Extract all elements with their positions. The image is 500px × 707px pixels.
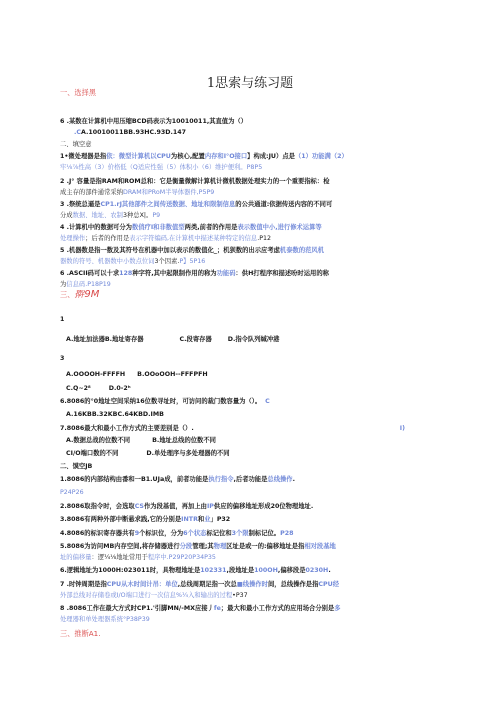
text: 2.8086取指令时，会选取 — [60, 503, 135, 510]
fill-item-6 — [60, 269, 464, 278]
answer: （1）功能满（2） — [294, 153, 348, 160]
answer: CP1.rJ其他部件之间传送数据、地址和限制信息 — [100, 201, 236, 208]
text: 4 .计算机中的数据可分为 — [60, 224, 132, 231]
text: 3.8086有两种外部中断悬求践,它的分别是 — [60, 516, 182, 523]
text: 4.8086的标识寄存器共有 — [60, 530, 135, 537]
fill-item-6-line2 — [60, 280, 464, 289]
fill-item-2 — [60, 177, 464, 186]
text: ,总线周期足指一次总 — [177, 581, 237, 588]
text: 5 .机器数是指一数及其符号在机器中加以表示的数值化_；机狈数的出示应考虑 — [60, 247, 280, 254]
text: 和 — [197, 516, 205, 523]
text: 1•微处理器是指 — [60, 153, 107, 160]
answer: CPU经 — [318, 581, 340, 588]
question-7 — [60, 424, 464, 433]
question-6: 6 .某数在计算机中用压缩BCD码表示为10010011,其直值为（） — [60, 118, 247, 125]
text: 7.8086最大和最小工作方式的主要差别是（）. — [60, 425, 194, 432]
text: 】构成:JU）点是 — [247, 153, 295, 160]
option-d: D.单处理序与多处理器的不同 — [146, 450, 230, 457]
answer: 数据、地址、农制 — [72, 212, 123, 219]
question-1-number: 1 — [60, 316, 65, 323]
text: 为 — [60, 281, 67, 288]
text: ,偏移段是 — [277, 567, 306, 574]
text: 作为段基值，再加上由 — [143, 503, 207, 510]
option-ab: A.地址加法器B.地址寄存器 — [66, 336, 144, 343]
answer: 9 — [134, 530, 140, 537]
text: 为核心,配置 — [170, 153, 205, 160]
text: 5.8086为访问MB内存空间,将存储器进行 — [60, 543, 180, 550]
answer: CPU — [156, 153, 171, 160]
option-a: A.数据总战的位数不同 — [66, 437, 131, 444]
answer: 表示字符编码,在计算机中描述某种特定的信息 — [129, 235, 258, 242]
question-6b — [60, 397, 464, 406]
question-6-options — [60, 128, 464, 137]
fill-item-2-line2 — [60, 188, 464, 197]
page-ref: 」P32 — [210, 516, 231, 523]
fill-item-4-line2 — [60, 234, 464, 243]
answer: CPU从木时间计吊：单位 — [106, 581, 178, 588]
text: ,后者功能是 — [233, 476, 268, 483]
answer: 器数的符号、机器数中小数点位词 — [60, 258, 155, 265]
answer: 外部总线对存储卷或I/O端口进行一次信息%¼入和输出的过程 — [60, 592, 233, 599]
fill2-item-3 — [60, 515, 464, 524]
answer: 6 — [183, 530, 188, 537]
text: 标记位和 — [206, 530, 232, 537]
answer: 100OH — [254, 567, 278, 574]
options-text: A.10010011BB.93HC.93D.147 — [81, 129, 187, 136]
answer: 址的偏移量 — [60, 554, 92, 561]
answer: RAM和ROM — [101, 178, 141, 185]
answer: 分段 — [179, 543, 193, 550]
answer: 处理器和单处理器系统 — [60, 616, 123, 623]
section-heading-fill: 二、填空意 — [60, 141, 92, 148]
text: 间，总线操作是指 — [268, 581, 319, 588]
fill-item-3 — [60, 200, 464, 209]
answer: 102331 — [200, 567, 227, 574]
question-7-options-cd — [66, 449, 470, 458]
text: 的公共通道:依据传送内容的不同可 — [235, 201, 333, 208]
section-heading-judge: 三、推断A1. — [60, 629, 101, 638]
answer-mark: I) — [399, 425, 405, 432]
answer: 多 — [334, 605, 341, 612]
text: 管理;其 — [192, 543, 214, 550]
text: ：逻¼⅛地址常用于 — [91, 554, 148, 561]
option-b: B.OOoOOH--FFFPFH — [137, 371, 208, 378]
question-1-options — [66, 335, 470, 344]
answer: 处理操作 — [60, 235, 86, 242]
fill2-item-4 — [60, 529, 464, 538]
text: 种字符,其中起限制作用的称为 — [132, 270, 217, 277]
fill2-item-7-line2 — [60, 591, 464, 600]
question-3-options-cd — [66, 384, 470, 393]
page-ref: P9 — [152, 212, 161, 219]
text: ,段地址是 — [226, 567, 255, 574]
answer: 执行指令 — [208, 476, 234, 483]
section-heading-fill-2: 二、馍空JB — [60, 463, 93, 470]
fill2-item-1 — [60, 475, 464, 484]
answer: 物理 — [213, 543, 227, 550]
question-3-number: 3 — [60, 355, 65, 362]
page-ref: •P37 — [232, 592, 248, 599]
text: 6 .ASCII码可以十求 — [60, 270, 120, 277]
answer: CS — [134, 503, 144, 510]
page-ref: ,P5P9 — [196, 189, 215, 196]
fill2-item-2 — [60, 502, 464, 511]
answer: DRAM和PRoM半导体器件 — [122, 189, 197, 196]
fill2-item-5-line2 — [60, 553, 464, 562]
text: 分成 — [60, 212, 73, 219]
answer: 数俏疗I和非数值型 — [131, 224, 185, 231]
question-7-options-ab — [66, 436, 470, 445]
answer: 表示数值中小,进行修术运算等 — [237, 224, 322, 231]
answer: 3 — [231, 530, 237, 537]
answer: 功能码 — [216, 270, 236, 277]
text: 3种总X|。 — [122, 212, 153, 219]
text: 8 .8086工作在最大方式时CP1.'引脚MN/-MX应接丿 — [60, 605, 214, 612]
fill-item-1 — [60, 152, 464, 161]
page-ref: P28 — [280, 530, 294, 537]
section-heading-choice: 一、选择黑 — [60, 88, 96, 97]
text: 两类,前者的作用是 — [184, 224, 238, 231]
option-c: CI/O端口数的不同 — [66, 450, 119, 457]
text: 3 .祭统总逼是 — [60, 201, 101, 208]
answer: ■线操作时 — [236, 581, 268, 588]
text: . — [328, 567, 331, 574]
text: ；最大和最小工作方式的应用场合分别是 — [220, 605, 335, 612]
text: . — [292, 476, 295, 483]
option-c: C.Q~2⁸ — [66, 385, 91, 392]
text: 区址是或一的:偏移地址是指 — [226, 543, 305, 550]
fill-item-5-line2 — [60, 257, 464, 266]
answer: 信息码 — [66, 281, 86, 288]
page-ref: P】5P16 — [179, 258, 206, 265]
section-heading-three — [60, 290, 464, 300]
answer: 内存和I°O接口 — [204, 153, 248, 160]
answer: 128 — [119, 270, 133, 277]
answer: 个状态 — [187, 530, 207, 537]
question-6b-options: A.16KBB.32KBC.64KBD.IMB — [66, 411, 164, 418]
answer: 机泰数的范风机 — [279, 247, 324, 254]
text: 7 .时钟周期是指 — [60, 581, 107, 588]
answer: 业 — [204, 516, 211, 523]
page-ref: .P18P19 — [85, 281, 111, 288]
page-ref: °P38P39 — [122, 616, 150, 623]
option-d: D.0-2ʰ — [108, 385, 131, 392]
fill2-item-8-line2 — [60, 615, 464, 624]
answer-mark: .C — [74, 129, 82, 136]
answer: 相对段基地 — [304, 543, 336, 550]
fill2-item-5 — [60, 542, 464, 551]
answer: 依：微型计算机以 — [106, 153, 157, 160]
text: 总和：它是衡量微解计算机计微机数据处理实力的一个重要指标：检 — [140, 178, 330, 185]
text: 1.8086的内部结构由番和一B1.UJa成，前者功能是 — [60, 476, 209, 483]
page-title: 1思索与练习题 — [206, 76, 294, 91]
text: 个标识位，分为 — [139, 530, 184, 537]
fill-item-3-line2 — [60, 211, 464, 220]
fill2-item-6 — [60, 566, 464, 575]
answer: 程序中 — [147, 554, 167, 561]
question-3-options-ab — [66, 370, 470, 379]
text: 6.逻辑地址为1000H:023011时，具物理地址是 — [60, 567, 201, 574]
answer-mark: C — [265, 398, 270, 405]
text: ；后者的作用是 — [85, 235, 130, 242]
heading-text: 三、 — [60, 290, 75, 299]
option-c: C.段寄存器 — [179, 336, 212, 343]
fill2-item-8 — [60, 604, 464, 613]
text: 成主存的部件通常采纳 — [60, 189, 123, 196]
fill2-item-7 — [60, 580, 464, 589]
fill-item-5 — [60, 246, 464, 255]
answer: fe — [213, 605, 221, 612]
fill-item-1-line2: 牢⅛⅞性高（3）价格低（Q适应性强（5）体积小（6）维护便利。P8P5 — [60, 164, 263, 171]
text: 3个因素. — [154, 258, 180, 265]
answer: IP — [206, 503, 214, 510]
option-a: A.OOOOH-FFFFH — [66, 371, 126, 378]
answer: INTR — [181, 516, 198, 523]
answer: 总线操作 — [267, 476, 293, 483]
page-ref: .P12 — [257, 235, 272, 242]
heading-handwritten: 擀9M — [74, 290, 100, 300]
answer: 0230H — [305, 567, 329, 574]
page-ref: .P29P20P34P35 — [166, 554, 216, 561]
option-b: B.地址总线的位数不同 — [152, 437, 216, 444]
text: 制标记位。 — [248, 530, 281, 537]
fill2-item-1-ref: P24P26 — [60, 489, 84, 496]
fill-item-4 — [60, 223, 464, 232]
text: ：供H打程序和描述吩时运用的称 — [235, 270, 329, 277]
text: 6.8086的°0地址空间采纳16位数寻址时，可访问的裁门数容量为（）。 — [60, 398, 262, 405]
option-d: D.指令队列缄冲港 — [227, 336, 280, 343]
answer: 个限 — [236, 530, 249, 537]
text: 2 .J° 容量是指 — [60, 178, 102, 185]
text: 供应的偏移地址形成20位物理地址. — [213, 503, 314, 510]
